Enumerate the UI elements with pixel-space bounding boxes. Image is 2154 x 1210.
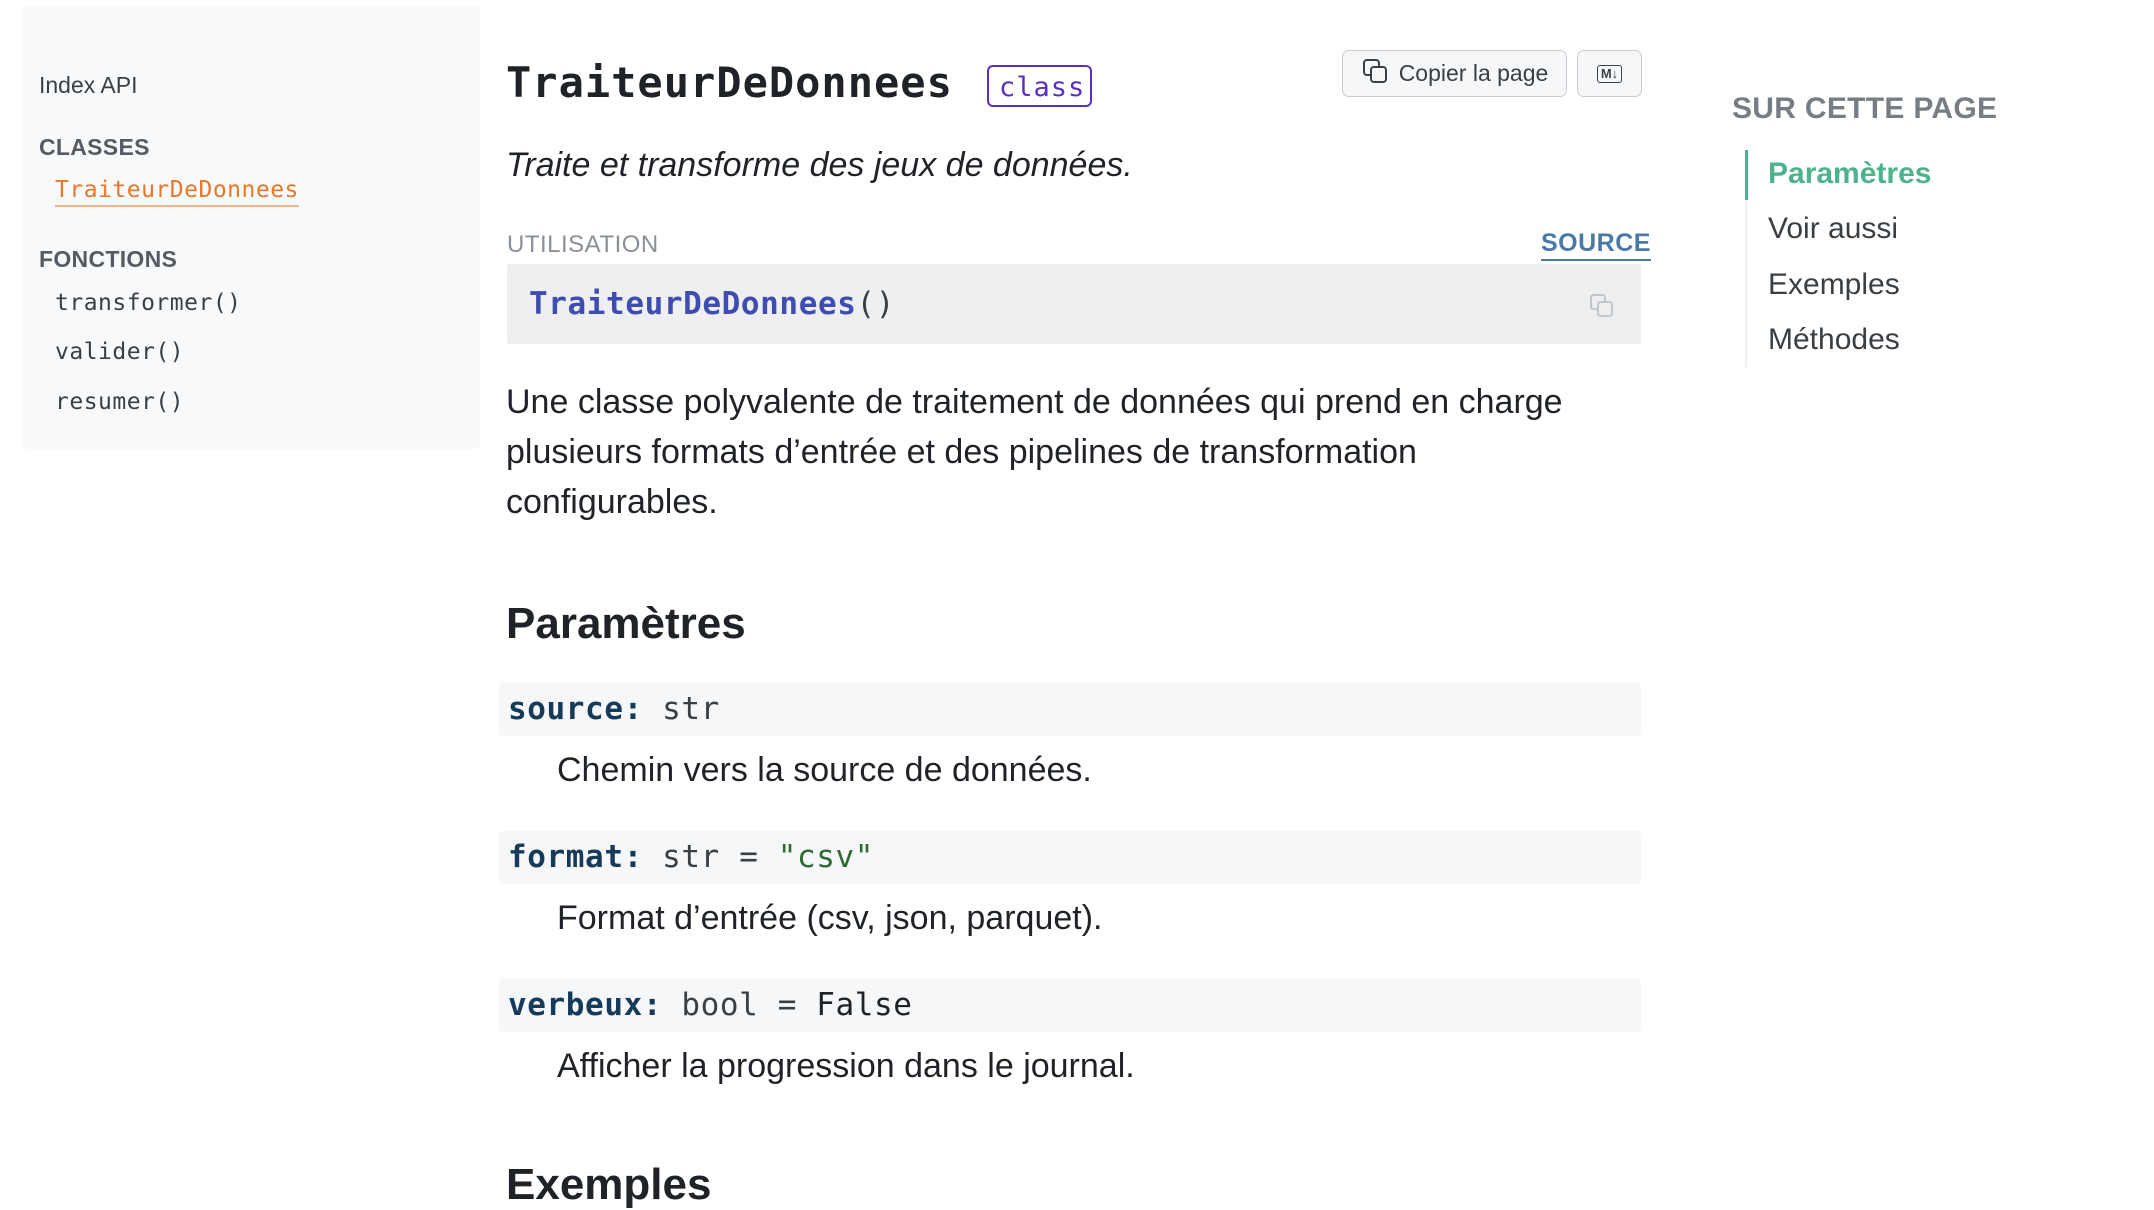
param-name: format bbox=[508, 839, 624, 875]
sidebar-home-link[interactable]: Index API bbox=[39, 72, 138, 98]
param-colon: : bbox=[642, 987, 663, 1023]
usage-label: UTILISATION bbox=[507, 231, 659, 258]
markdown-button[interactable] bbox=[1577, 50, 1642, 97]
param-type: str bbox=[662, 839, 720, 875]
examples-heading: Exemples bbox=[506, 1160, 712, 1209]
param-type: str bbox=[662, 691, 720, 727]
param-colon: : bbox=[623, 691, 643, 727]
sidebar-heading-classes: CLASSES bbox=[39, 134, 150, 160]
sidebar-item-resumer[interactable]: resumer() bbox=[55, 389, 185, 415]
sidebar-item-valider[interactable]: valider() bbox=[55, 339, 185, 365]
toc-item-methodes[interactable]: Méthodes bbox=[1768, 323, 1900, 356]
toc-active-indicator bbox=[1745, 150, 1748, 200]
code-class-name: TraiteurDeDonnees bbox=[529, 286, 857, 322]
code-parens: () bbox=[856, 286, 896, 322]
param-default: "csv" bbox=[777, 839, 875, 875]
usage-code bbox=[529, 286, 895, 322]
toc-item-voir-aussi[interactable]: Voir aussi bbox=[1768, 212, 1899, 245]
source-link[interactable]: SOURCE bbox=[1541, 229, 1651, 261]
toc-item-exemples[interactable]: Exemples bbox=[1768, 268, 1900, 301]
param-name: source bbox=[508, 691, 624, 727]
param-description: Format d’entrée (csv, json, parquet). bbox=[557, 899, 1103, 937]
page-subtitle: Traite et transforme des jeux de données. bbox=[506, 146, 1133, 184]
usage-code-block bbox=[507, 264, 1641, 344]
param-description: Afficher la progression dans le journal. bbox=[557, 1047, 1135, 1085]
param-default: False bbox=[816, 987, 913, 1023]
param-description: Chemin vers la source de données. bbox=[557, 751, 1092, 789]
parameters-heading: Paramètres bbox=[506, 599, 746, 648]
sidebar-item-traiteurdedonnees[interactable]: TraiteurDeDonnees bbox=[55, 177, 299, 207]
copy-page-label: Copier la page bbox=[1398, 60, 1549, 86]
toc-item-parametres[interactable]: Paramètres bbox=[1768, 157, 1932, 190]
markdown-icon: M↓ bbox=[1597, 65, 1622, 83]
kind-badge: class bbox=[987, 65, 1092, 107]
param-equals: = bbox=[739, 839, 759, 875]
param-equals: = bbox=[777, 987, 797, 1023]
copy-code-icon[interactable] bbox=[1588, 292, 1616, 325]
copy-page-button[interactable] bbox=[1342, 50, 1567, 97]
param-signature bbox=[499, 831, 1641, 884]
page-title: TraiteurDeDonnees bbox=[506, 58, 953, 107]
copy-icon bbox=[1361, 57, 1389, 91]
sidebar-heading-fonctions: FONCTIONS bbox=[39, 246, 178, 272]
sidebar-item-transformer[interactable]: transformer() bbox=[55, 290, 242, 316]
param-signature bbox=[499, 979, 1641, 1032]
param-type: bool bbox=[681, 987, 759, 1023]
param-name: verbeux bbox=[508, 987, 643, 1023]
toc-title: SUR CETTE PAGE bbox=[1732, 92, 1998, 125]
param-colon: : bbox=[623, 839, 643, 875]
param-signature bbox=[499, 683, 1641, 736]
class-description: Une classe polyvalente de traitement de données qui prend en charge plusieurs formats d’entrée et des pipelines de transformation configurables. bbox=[506, 383, 1563, 521]
